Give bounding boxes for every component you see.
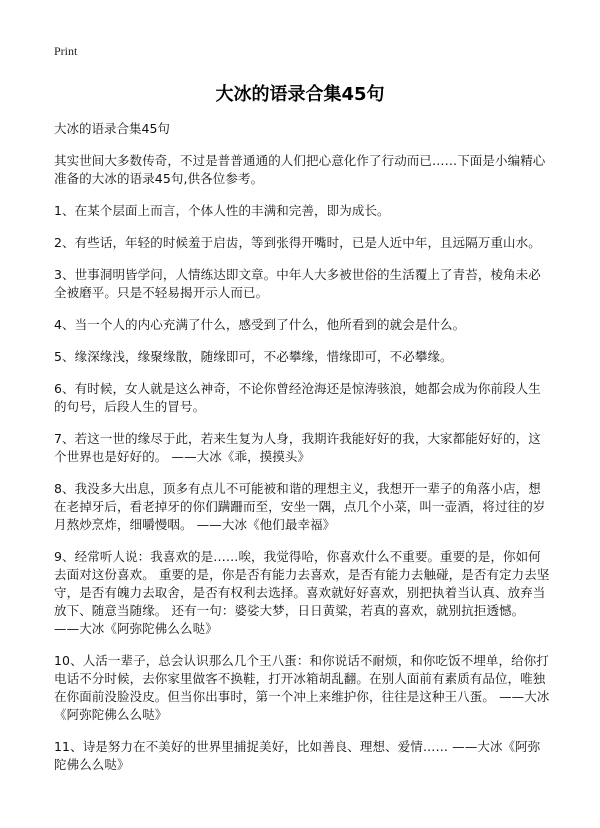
quote-paragraph: 11、诗是努力在不美好的世界里捕捉美好，比如善良、理想、爱情…… ——大冰《阿弥陀佛么么哒》	[54, 739, 541, 772]
quote-paragraph: 3、世事洞明皆学问，人情练达即文章。中年人大多被世俗的生活覆上了青苔，棱角未必全被磨平。只是不轻易揭开示人而已。	[54, 267, 541, 300]
quote-paragraph: 5、缘深缘浅，缘聚缘散，随缘即可，不必攀缘，惜缘即可，不必攀缘。	[54, 349, 453, 364]
quote-paragraph: 9、经常听人说：我喜欢的是……唉，我觉得哈，你喜欢什么不重要。重要的是，你如何去面对这份喜欢。 重要的是，你是否有能力去喜欢，是否有能力去触碰，是否有定力去坚守，是否有魄力去取舍，是否有权利去选择。喜欢就好好喜欢，别把执着当认真、放弃当放下、随意当随缘。 还有一句：婆娑大梦，日日黄粱，若真的喜欢，就别抗拒透憾。 ——大冰《阿弥陀佛么么哒》	[54, 549, 550, 636]
print-label: Print	[54, 44, 78, 58]
quote-paragraph: 8、我没多大出息，顶多有点儿不可能被和谐的理想主义，我想开一辈子的角落小店，想在老掉牙后，看老掉牙的你们蹒跚而至，安坐一隅，点几个小菜，叫一壶酒，将过往的岁月熬炒烹炸，细嚼慢咽。 ——大冰《他们最幸福》	[54, 481, 546, 532]
quote-paragraph: 2、有些话，年轻的时候羞于启齿，等到张得开嘴时，已是人近中年，且远隔万重山水。	[54, 235, 541, 250]
quote-paragraph: 10、人活一辈子，总会认识那么几个王八蛋：和你说话不耐烦，和你吃饭不埋单，给你打电话不分时候，去你家里做客不换鞋，打开冰箱胡乱翻。在别人面前有素质有品位，唯独在你面前没脸没皮。但当你出事时，第一个冲上来维护你，往往是这种王八蛋。 ——大冰《阿弥陀佛么么哒》	[54, 653, 550, 722]
document-subtitle: 大冰的语录合集45句	[54, 121, 170, 136]
document-body	[54, 120, 552, 788]
quote-paragraph: 1、在某个层面上而言，个体人性的丰满和完善，即为成长。	[54, 203, 390, 218]
quote-paragraph: 7、若这一世的缘尽于此，若来生复为人身，我期许我能好好的我，大家都能好好的，这个世界也是好好的。 ——大冰《乖，摸摸头》	[54, 431, 541, 464]
intro-paragraph: 其实世间大多数传奇，不过是普普通通的人们把心意化作了行动而已……下面是小编精心准备的大冰的语录45句,供各位参考。	[54, 153, 546, 186]
quote-paragraph: 6、有时候，女人就是这么神奇，不论你曾经沧海还是惊涛骇浪，她都会成为你前段人生的句号，后段人生的冒号。	[54, 381, 541, 414]
page-title: 大冰的语录合集45句	[215, 84, 385, 105]
quote-paragraph: 4、当一个人的内心充满了什么，感受到了什么，他所看到的就会是什么。	[54, 317, 466, 332]
